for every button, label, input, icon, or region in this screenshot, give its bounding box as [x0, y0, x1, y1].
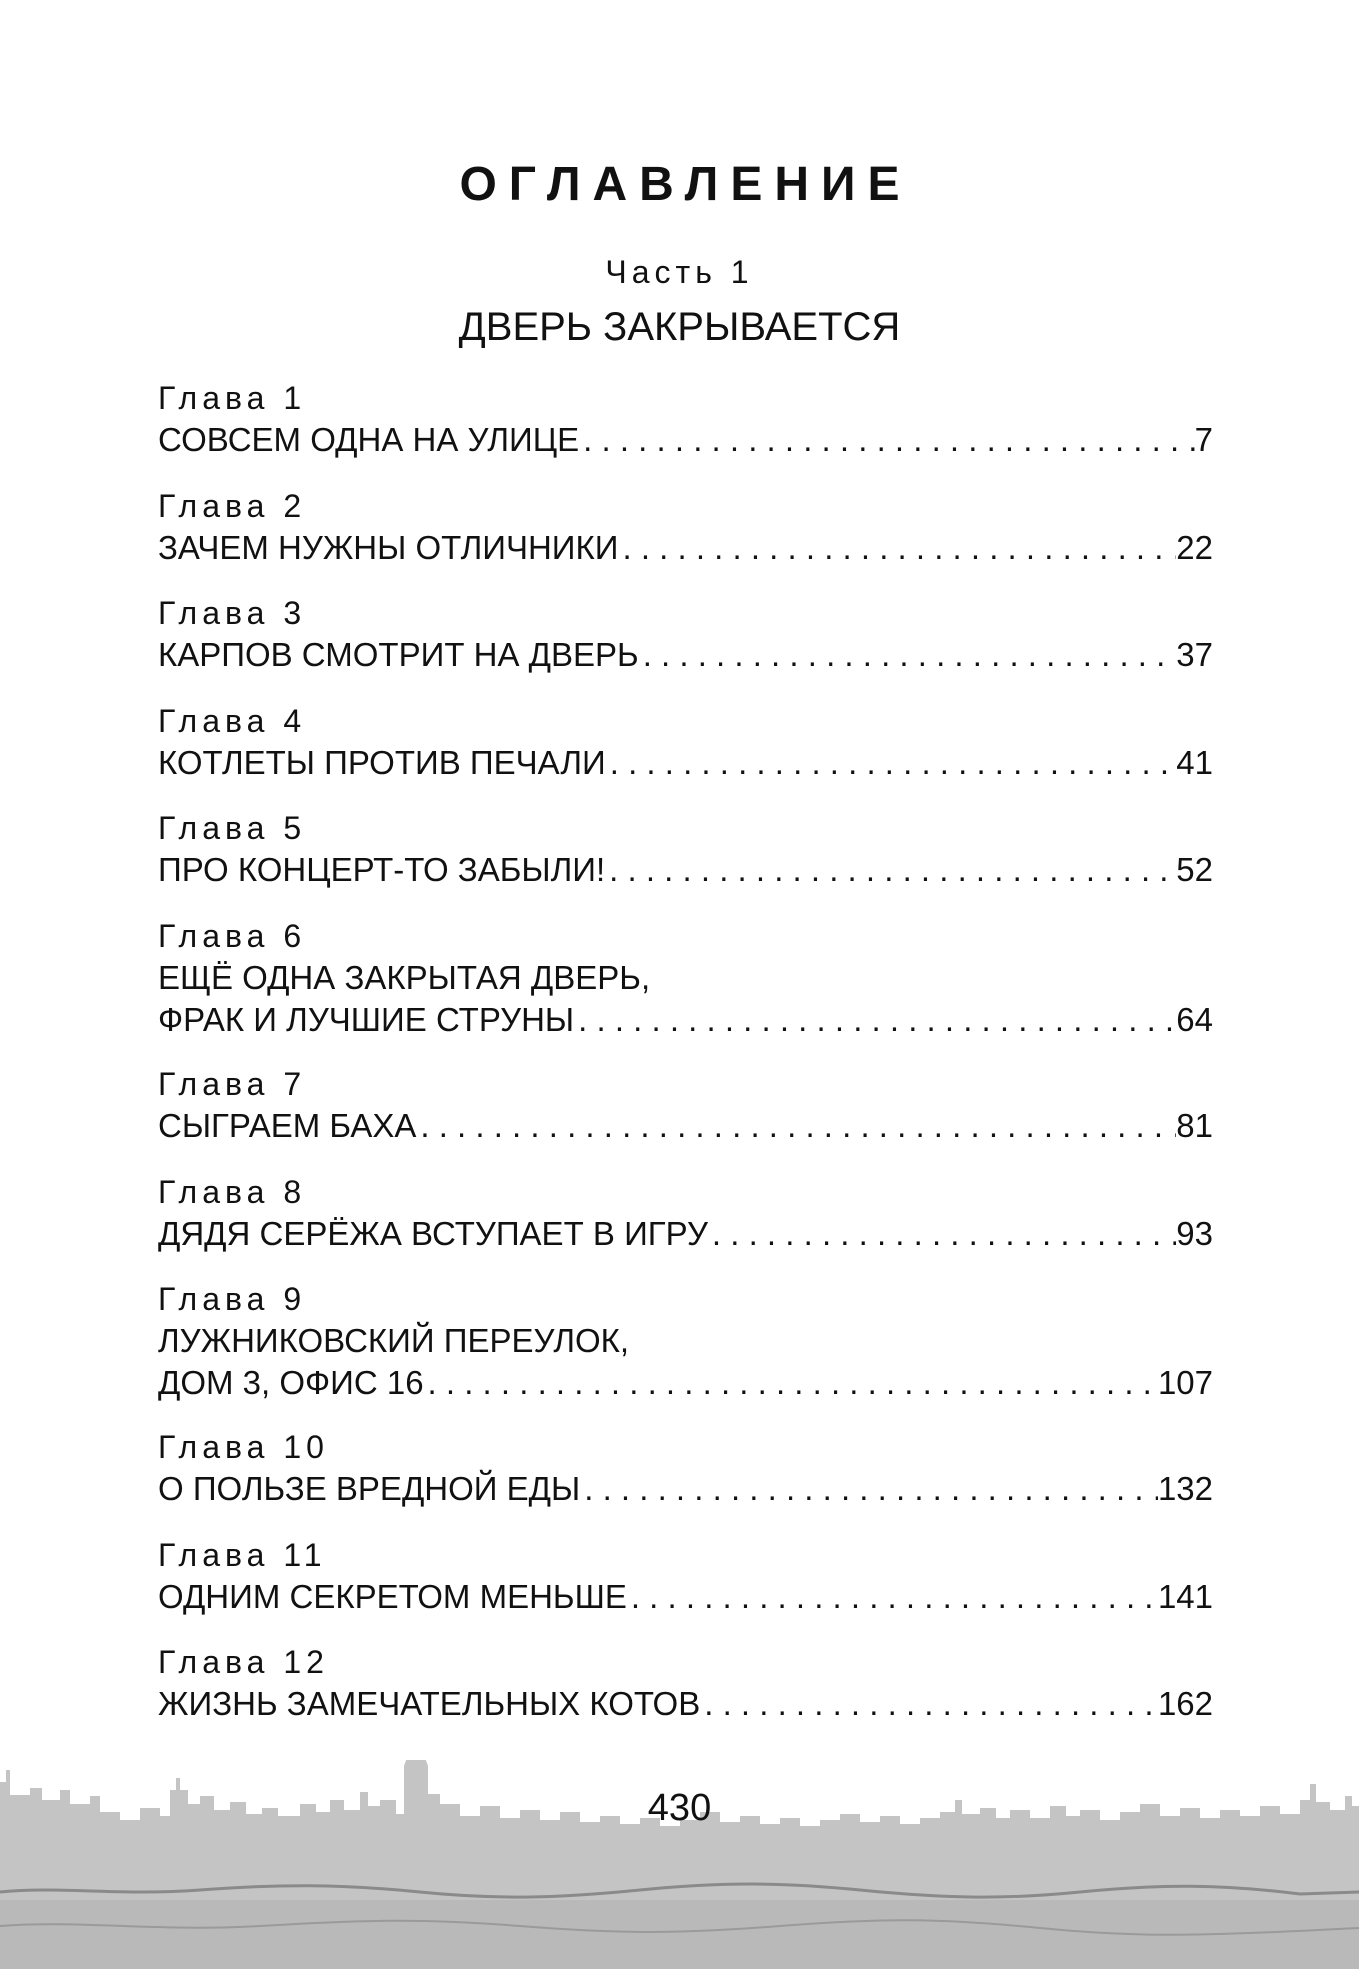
toc-entry-chapter-6[interactable] [158, 915, 1213, 1063]
part-label: Часть 1 [605, 254, 754, 290]
page-ref: 107 [1157, 1364, 1213, 1402]
chapter-label: Глава 7 [158, 1065, 307, 1102]
dot-leader [574, 999, 1176, 1041]
dot-leader [606, 742, 1177, 784]
chapter-title: КОТЛЕТЫ ПРОТИВ ПЕЧАЛИ [158, 743, 606, 781]
chapter-title: О ПОЛЬЗЕ ВРЕДНОЙ ЕДЫ [158, 1470, 581, 1508]
chapter-title-line-1: ЕЩЁ ОДНА ЗАКРЫТАЯ ДВЕРЬ, [158, 958, 651, 996]
toc-entry-chapter-12[interactable] [158, 1641, 1213, 1749]
toc-entry-chapter-10[interactable] [158, 1426, 1213, 1534]
dot-leader [605, 849, 1176, 891]
page-ref: 37 [1176, 636, 1213, 674]
chapter-title: ДЯДЯ СЕРЁЖА ВСТУПАЕТ В ИГРУ [158, 1214, 708, 1252]
toc-entry-chapter-7[interactable] [158, 1063, 1213, 1171]
toc-entry-chapter-4[interactable] [158, 700, 1213, 808]
part-title: ДВЕРЬ ЗАКРЫВАЕТСЯ [458, 305, 901, 349]
dot-leader [618, 527, 1176, 569]
chapter-title: ПРО КОНЦЕРТ-ТО ЗАБЫЛИ! [158, 851, 606, 889]
chapter-label: Глава 6 [158, 917, 307, 954]
toc-entry-chapter-3[interactable] [158, 592, 1213, 700]
dot-leader [424, 1362, 1158, 1404]
table-of-contents [158, 377, 1213, 1749]
dot-leader [580, 1468, 1158, 1510]
chapter-title: КАРПОВ СМОТРИТ НА ДВЕРЬ [158, 636, 639, 674]
toc-entry-chapter-1[interactable] [158, 377, 1213, 485]
chapter-label: Глава 10 [158, 1429, 329, 1466]
chapter-label: Глава 12 [158, 1644, 329, 1681]
toc-entry-chapter-11[interactable] [158, 1534, 1213, 1642]
dot-leader [639, 634, 1177, 676]
page-ref: 41 [1176, 743, 1213, 781]
chapter-title: ДОМ 3, ОФИС 16 [158, 1364, 424, 1402]
dot-leader [579, 419, 1194, 461]
chapter-label: Глава 3 [158, 595, 307, 632]
chapter-title: ОДНИМ СЕКРЕТОМ МЕНЬШЕ [158, 1577, 627, 1615]
chapter-title: ФРАК И ЛУЧШИЕ СТРУНЫ [158, 1000, 575, 1038]
chapter-title: СЫГРАЕМ БАХА [158, 1106, 417, 1144]
dot-leader [700, 1683, 1158, 1725]
toc-entry-chapter-5[interactable] [158, 807, 1213, 915]
dot-leader [627, 1576, 1158, 1618]
chapter-title: СОВСЕМ ОДНА НА УЛИЦЕ [158, 421, 580, 458]
toc-entry-chapter-9[interactable] [158, 1278, 1213, 1426]
page-title: ОГЛАВЛЕНИЕ [459, 158, 912, 211]
toc-entry-chapter-8[interactable] [158, 1171, 1213, 1279]
page-number: 430 [647, 1787, 712, 1829]
page-ref: 93 [1176, 1214, 1213, 1252]
dot-leader [708, 1213, 1176, 1255]
chapter-label: Глава 4 [158, 702, 307, 739]
page-ref: 64 [1176, 1000, 1213, 1038]
chapter-title: ЗАЧЕМ НУЖНЫ ОТЛИЧНИКИ [158, 528, 619, 566]
page-ref: 52 [1176, 851, 1213, 889]
page-ref: 7 [1194, 421, 1213, 458]
page-ref: 81 [1176, 1106, 1213, 1144]
chapter-title: ЖИЗНЬ ЗАМЕЧАТЕЛЬНЫХ КОТОВ [158, 1685, 701, 1723]
chapter-label: Глава 2 [158, 487, 307, 524]
chapter-label: Глава 8 [158, 1173, 307, 1210]
chapter-label: Глава 9 [158, 1281, 307, 1318]
chapter-label: Глава 5 [158, 810, 307, 847]
page-ref: 132 [1157, 1470, 1213, 1508]
page-ref: 22 [1176, 528, 1213, 566]
toc-entry-chapter-2[interactable] [158, 485, 1213, 593]
chapter-label: Глава 11 [158, 1536, 327, 1573]
dot-leader [416, 1105, 1176, 1147]
page-ref: 162 [1157, 1685, 1213, 1723]
page-ref: 141 [1157, 1577, 1213, 1615]
chapter-title-line-1: ЛУЖНИКОВСКИЙ ПЕРЕУЛОК, [158, 1322, 630, 1360]
chapter-label: Глава 1 [158, 380, 307, 416]
